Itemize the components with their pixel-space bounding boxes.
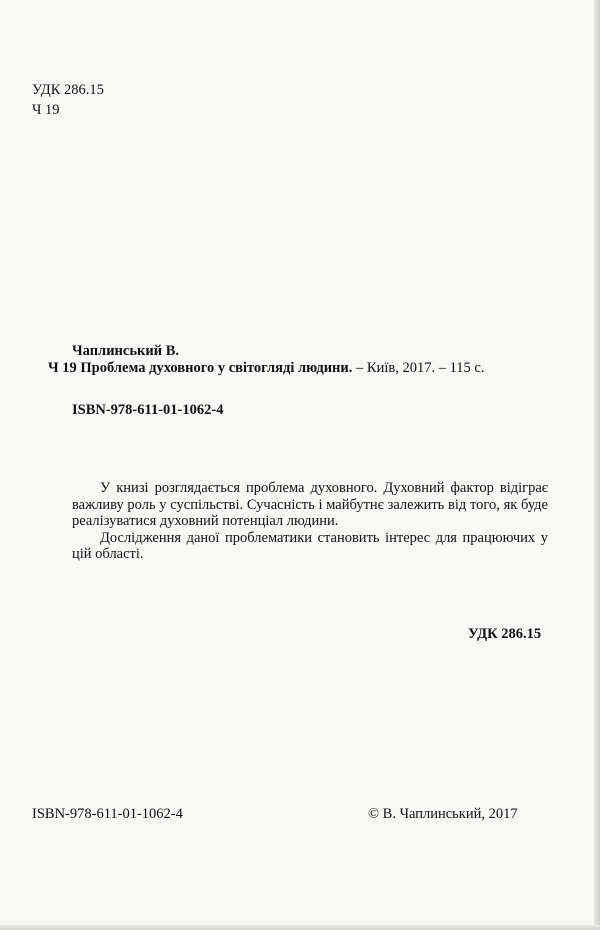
isbn-main: ISBN-978-611-01-1062-4 <box>72 402 224 418</box>
abstract-paragraph-1: У книзі розглядається проблема духовного. Духовний фактор відіграє важливу роль у суспільстві. Сучасність і майбутнє залежить від того, як буде реалізуватися духовний потенціал людини. <box>72 480 548 529</box>
copyright-notice: © В. Чаплинський, 2017 <box>368 806 518 822</box>
page-edge-right <box>594 0 600 930</box>
udk-classification: УДК 286.15 <box>468 626 542 642</box>
bibliographic-entry <box>48 360 485 377</box>
author-code-header: Ч 19 <box>32 102 60 118</box>
author-name: Чаплинський В. <box>72 343 179 359</box>
page-edge-bottom <box>0 925 600 930</box>
entry-code: Ч 19 <box>48 360 77 376</box>
book-title: Проблема духовного у світогляді людини. <box>80 360 353 376</box>
udk-header: УДК 286.15 <box>32 82 104 98</box>
abstract-block <box>72 480 548 563</box>
imprint-details: – Київ, 2017. – 115 с. <box>356 360 485 376</box>
abstract-paragraph-2: Дослідження даної проблематики становить інтерес для працюючих у цій області. <box>72 529 548 562</box>
isbn-footer: ISBN-978-611-01-1062-4 <box>32 806 183 822</box>
